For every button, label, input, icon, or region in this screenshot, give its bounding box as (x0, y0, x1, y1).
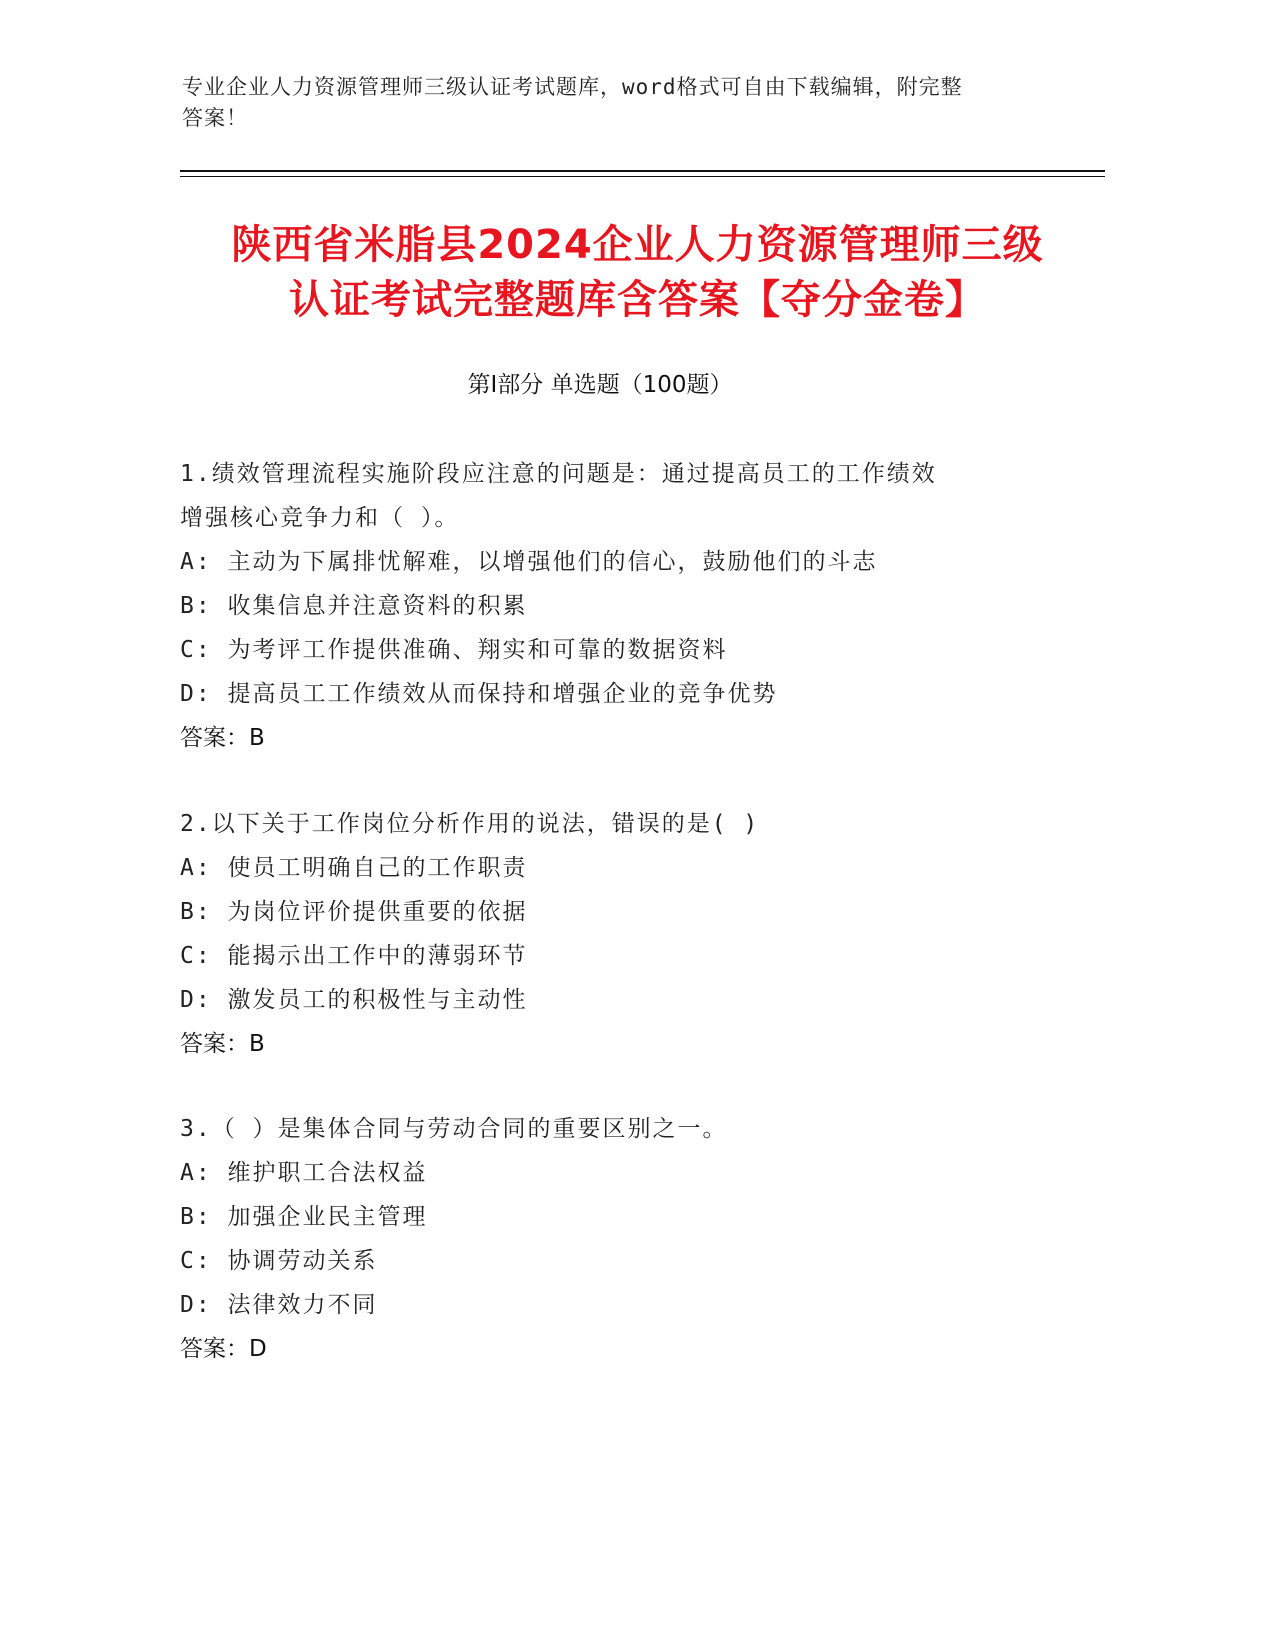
option-b: B: 收集信息并注意资料的积累 (180, 593, 528, 619)
header-divider-thick (180, 170, 1105, 172)
question-stem-line: 增强核心竞争力和（ ）。 (180, 505, 460, 531)
option-d: D: 提高员工工作绩效从而保持和增强企业的竞争优势 (180, 681, 778, 707)
option-a: A: 使员工明确自己的工作职责 (180, 855, 528, 881)
question-stem-line: 2.以下关于工作岗位分析作用的说法，错误的是( ) (180, 811, 760, 837)
document-title-line: 认证考试完整题库含答案【夺分金卷】 (289, 277, 986, 323)
question-block (180, 452, 1080, 760)
document-title-line: 陕西省米脂县2024企业人力资源管理师三级 (231, 222, 1044, 268)
option-c: C: 为考评工作提供准确、翔实和可靠的数据资料 (180, 637, 728, 663)
answer-line: 答案：B (180, 1031, 265, 1057)
option-d: D: 法律效力不同 (180, 1292, 378, 1318)
question-block (180, 802, 1080, 1066)
option-a: A: 主动为下属排忧解难，以增强他们的信心，鼓励他们的斗志 (180, 549, 878, 575)
header-note-line: 专业企业人力资源管理师三级认证考试题库，word格式可自由下载编辑，附完整 (182, 75, 963, 99)
section-title: 第Ⅰ部分 单选题（100题） (467, 372, 733, 398)
header-divider-thin (180, 176, 1105, 177)
document-title (150, 218, 1125, 328)
option-d: D: 激发员工的积极性与主动性 (180, 987, 528, 1013)
option-b: B: 为岗位评价提供重要的依据 (180, 899, 528, 925)
option-a: A: 维护职工合法权益 (180, 1160, 428, 1186)
question-stem-line: 1.绩效管理流程实施阶段应注意的问题是：通过提高员工的工作绩效 (180, 461, 937, 487)
answer-line: 答案：D (180, 1336, 267, 1362)
question-block (180, 1107, 1080, 1371)
answer-line: 答案：B (180, 725, 265, 751)
header-note (182, 72, 1042, 134)
option-b: B: 加强企业民主管理 (180, 1204, 428, 1230)
option-c: C: 能揭示出工作中的薄弱环节 (180, 943, 528, 969)
header-note-line: 答案！ (182, 106, 248, 130)
option-c: C: 协调劳动关系 (180, 1248, 378, 1274)
question-stem-line: 3.（ ）是集体合同与劳动合同的重要区别之一。 (180, 1116, 728, 1142)
